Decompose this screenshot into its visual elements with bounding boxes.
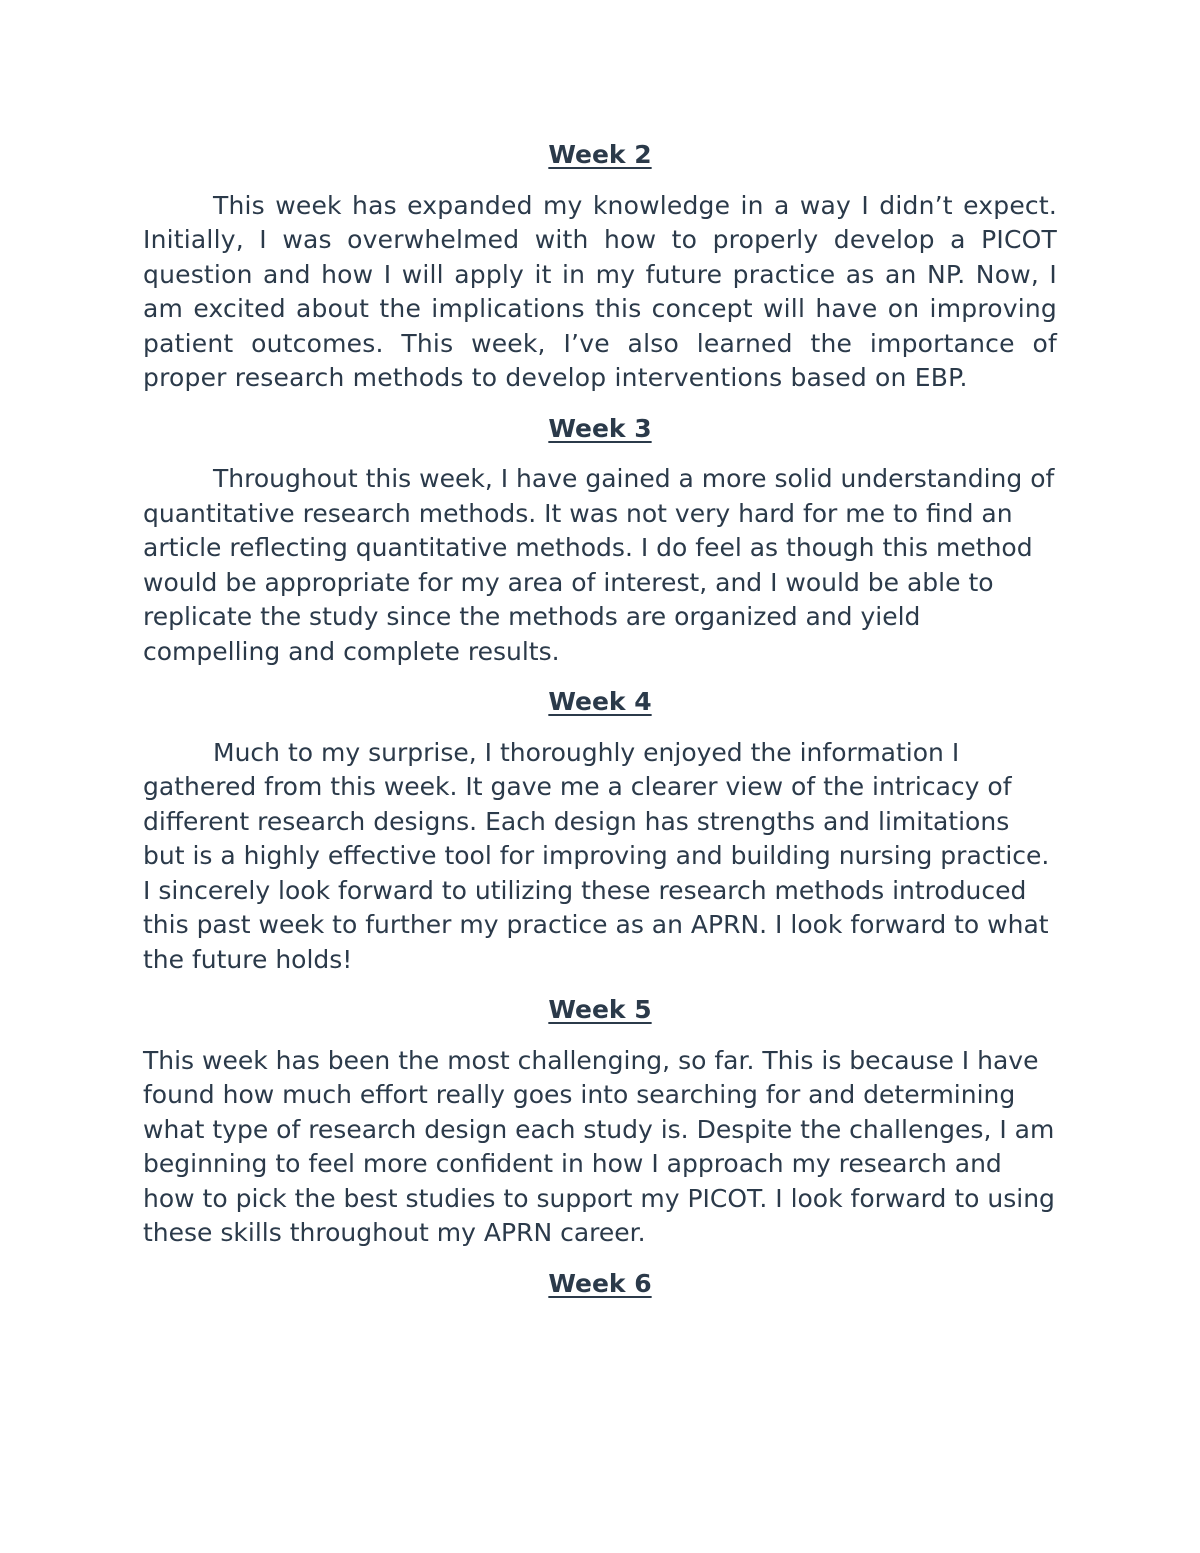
section-heading-week-4: Week 4 bbox=[548, 687, 652, 716]
section-heading-week-5: Week 5 bbox=[548, 995, 652, 1024]
section-heading-week-2: Week 2 bbox=[548, 140, 652, 169]
section-heading-week-3: Week 3 bbox=[548, 413, 652, 443]
section-body-week-5: This week has been the most challenging, so far. This is because I have found how much effort really goes into searching for and determining what type of research design each study is. Despite the challenges, I am beginning to feel more confident in how I approach my research and how to pick the best studies to support my PICOT. I look forward to using these skills throughout my APRN career. bbox=[143, 1045, 1055, 1247]
section-body-week-2: This week has expanded my knowledge in a way I didn’t expect. Initially, I was overwhelmed with how to properly develop a PICOT question and how I will apply it in my future practice as an NP. Now, I am excited about the implications this concept will have on improving patient outcomes. This week, I’ve also learned the importance of proper research methods to develop interventions based on EBP. bbox=[143, 190, 1057, 392]
section-body-week-4: Much to my surprise, I thoroughly enjoyed the information I gathered from this week. It gave me a clearer view of the intricacy of different research designs. Each design has strengths and limitations but is a highly effective tool for improving and building nursing practice. I sincerely look forward to utilizing these research methods introduced this past week to further my practice as an APRN. I look forward to what the future holds! bbox=[143, 737, 1050, 974]
section-heading-week-6: Week 6 bbox=[548, 1268, 652, 1298]
section-body-week-3: Throughout this week, I have gained a more solid understanding of quantitative research methods. It was not very hard for me to find an article reflecting quantitative methods. I do feel as though this method would be appropriate for my area of interest, and I would be able to replicate the study since the methods are organized and yield compelling and complete results. bbox=[143, 464, 1055, 666]
